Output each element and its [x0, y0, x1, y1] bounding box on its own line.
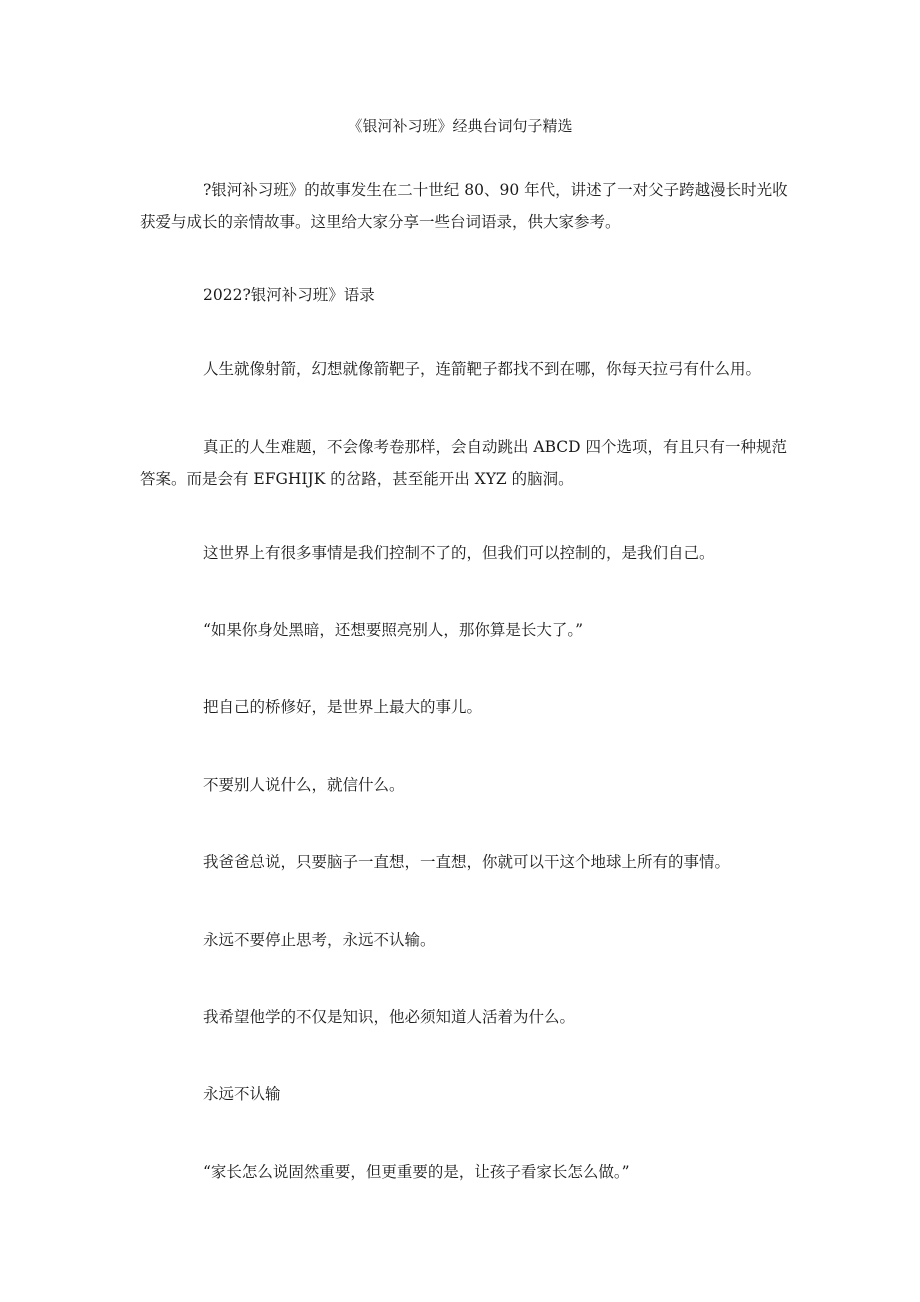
paragraph-quote: 不要别人说什么，就信什么。	[203, 776, 405, 794]
paragraph-quote: 我希望他学的不仅是知识，他必须知道人活着为什么。	[203, 1008, 576, 1026]
paragraph-intro: ?银河补习班》的故事发生在二十世纪 80、90 年代，讲述了一对父子跨越漫长时光收获爱与成长的亲情故事。这里给大家分享一些台词语录，供大家参考。	[140, 181, 788, 231]
paragraph-quote: 把自己的桥修好，是世界上最大的事儿。	[203, 698, 483, 716]
paragraph-quote: “家长怎么说固然重要，但更重要的是，让孩子看家长怎么做。”	[203, 1163, 630, 1181]
paragraph-quote: “如果你身处黑暗，还想要照亮别人，那你算是长大了。”	[203, 621, 584, 639]
paragraph-quote: 我爸爸总说，只要脑子一直想，一直想，你就可以干这个地球上所有的事情。	[203, 853, 731, 871]
paragraph-quote: 人生就像射箭，幻想就像箭靶子，连箭靶子都找不到在哪，你每天拉弓有什么用。	[203, 360, 762, 378]
document-title: 《银河补习班》经典台词句子精选	[347, 117, 573, 135]
paragraph-quote: 这世界上有很多事情是我们控制不了的，但我们可以控制的，是我们自己。	[203, 544, 715, 562]
paragraph-quote: 永远不认输	[203, 1085, 281, 1103]
paragraph-section-heading: 2022?银河补习班》语录	[203, 286, 375, 304]
paragraph-quote: 永远不要停止思考，永远不认输。	[203, 931, 436, 949]
paragraph-quote: 真正的人生难题，不会像考卷那样，会自动跳出 ABCD 四个选项，有且只有一种规范答案。而是会有 EFGHIJK 的岔路，甚至能开出 XYZ 的脑洞。	[140, 438, 788, 488]
